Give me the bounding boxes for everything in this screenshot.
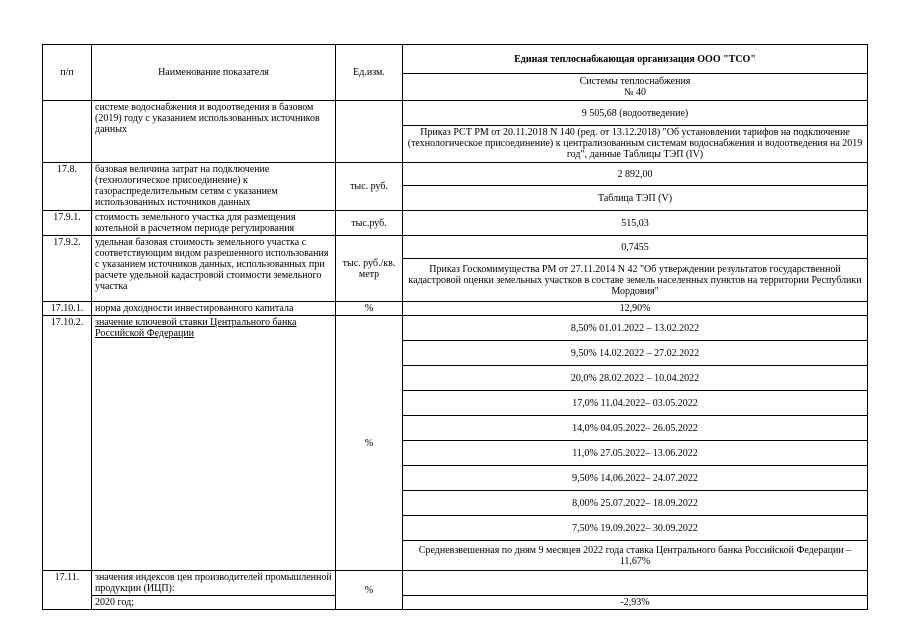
rate-average: Средневзвешенная по дням 9 месяцев 2022 года ставка Центрального банка Российской Федерации – 11,67% [403, 541, 868, 571]
header-system-number: № 40 [623, 87, 647, 98]
row-name: удельная базовая стоимость земельного участка с соответствующим видом разрешенного использования с указанием источников данных, использованных при расчете удельной кадастровой стоимости земельного участка [92, 236, 336, 302]
row-value: 515,03 [403, 211, 868, 236]
rate-item: 9,50% 14.06.2022– 24.07.2022 [403, 466, 868, 491]
indicators-table [42, 44, 868, 610]
row-value: 9 505,68 (водоотведение) [403, 101, 868, 126]
row-num: 17.9.2. [43, 236, 92, 302]
table-row [43, 211, 868, 236]
row-value: 12,90% [403, 302, 868, 316]
row-name: значение ключевой ставки Центрального банка Российской Федерации [92, 316, 336, 571]
header-name: Наименование показателя [92, 45, 336, 101]
row-source: Приказ Госкомимущества РМ от 27.11.2014 N 42 "Об утверждении результатов государственной кадастровой оценки земельных участков в составе земель населенных пунктов на территории Республики Мордовия" [403, 259, 868, 302]
row-name: норма доходности инвестированного капитала [92, 302, 336, 316]
table-row [43, 302, 868, 316]
table-row [43, 163, 868, 186]
table-row [43, 236, 868, 259]
rate-item: 7,50% 19.09.2022– 30.09.2022 [403, 516, 868, 541]
row-num: 17.10.2. [43, 316, 92, 571]
row-name: значения индексов цен производителей промышленной продукции (ИЦП): [92, 571, 336, 596]
table-row [43, 571, 868, 596]
row-name: базовая величина затрат на подключение (технологическое присоединение) к газораспределительным сетям с указанием использованных источников данных [92, 163, 336, 211]
rate-item: 17,0% 11.04.2022– 03.05.2022 [403, 391, 868, 416]
row-unit: % [336, 571, 403, 610]
document-page [42, 44, 868, 610]
row-unit: % [336, 302, 403, 316]
rate-item: 8,00% 25.07.2022– 18.09.2022 [403, 491, 868, 516]
row-name: системе водоснабжения и водоотведения в базовом (2019) году с указанием использованных источников данных [92, 101, 336, 163]
row-unit: тыс.руб. [336, 211, 403, 236]
header-systems-label: Системы теплоснабжения [579, 76, 691, 87]
row-source: Приказ РСТ РМ от 20.11.2018 N 140 (ред. от 13.12.2018) "Об установлении тарифов на подключение (технологическое присоединение) к централизованным системам водоснабжения и водоотведения на 2019 год", данные Таблицы ТЭП (IV) [403, 126, 868, 163]
rate-item: 14,0% 04.05.2022– 26.05.2022 [403, 416, 868, 441]
rate-item: 11,0% 27.05.2022– 13.06.2022 [403, 441, 868, 466]
rate-item: 9,50% 14.02.2022 – 27.02.2022 [403, 341, 868, 366]
row-name: стоимость земельного участка для размещения котельной в расчетном периоде регулирования [92, 211, 336, 236]
row-value: 0,7455 [403, 236, 868, 259]
row-unit: тыс. руб./кв. метр [336, 236, 403, 302]
row-unit: тыс. руб. [336, 163, 403, 211]
header-systems [403, 74, 868, 101]
rate-item: 8,50% 01.01.2022 – 13.02.2022 [403, 316, 868, 341]
row-num: 17.9.1. [43, 211, 92, 236]
row-unit: % [336, 316, 403, 571]
table-row [43, 101, 868, 126]
sub-row-value: -2,93% [403, 596, 868, 610]
row-num: 17.11. [43, 571, 92, 610]
header-num: п/п [43, 45, 92, 101]
sub-row-name: 2020 год; [92, 596, 336, 610]
row-source: Таблица ТЭП (V) [403, 186, 868, 211]
row-value: 2 892,00 [403, 163, 868, 186]
table-row [43, 316, 868, 341]
row-num: 17.10.1. [43, 302, 92, 316]
rate-item: 20,0% 28.02.2022 – 10.04.2022 [403, 366, 868, 391]
header-unit: Ед.изм. [336, 45, 403, 101]
row-num: 17.8. [43, 163, 92, 211]
header-org: Единая теплоснабжающая организация ООО "ТСО" [403, 45, 868, 74]
header-row [43, 45, 868, 74]
